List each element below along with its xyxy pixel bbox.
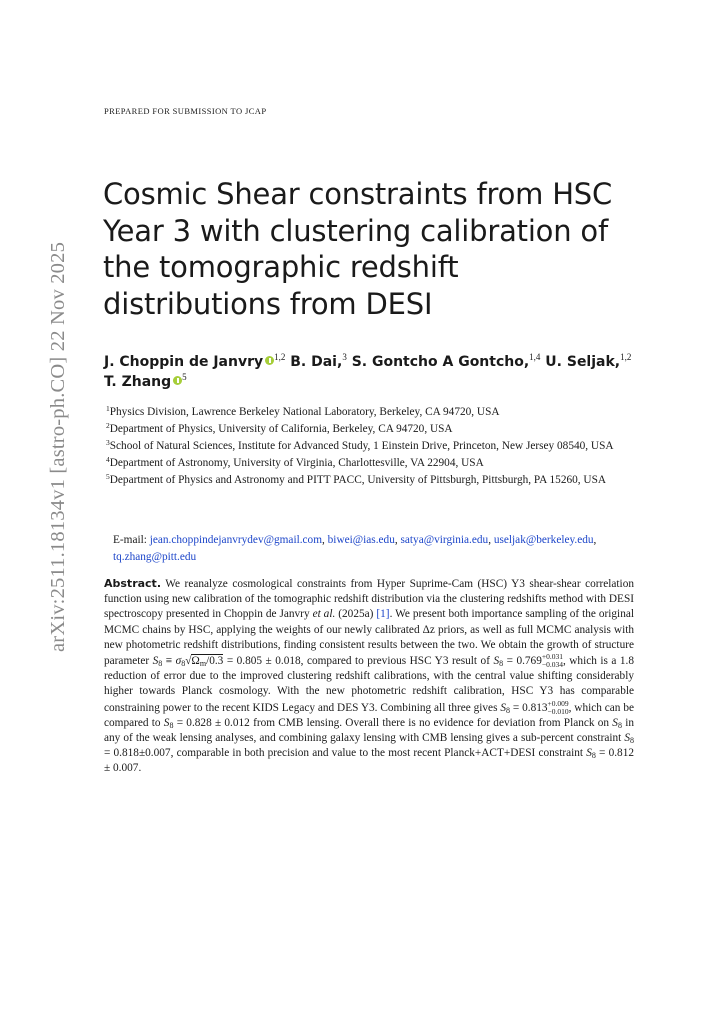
abstract-text: (2025a) xyxy=(335,608,377,621)
cmb-lensing-value: = 0.828 ± 0.012 xyxy=(176,716,250,729)
affiliation-number: 2 xyxy=(106,421,110,430)
combined-minus: −0.010 xyxy=(547,706,569,716)
combined-value: 0.813 xyxy=(522,701,548,714)
abstract-heading: Abstract. xyxy=(104,577,161,590)
affiliation-list xyxy=(106,404,636,489)
hsc-minus: −0.034 xyxy=(541,660,563,670)
affiliation-number: 5 xyxy=(106,472,110,481)
author-affiliation-marker: 3 xyxy=(342,352,347,362)
email-label: E-mail: xyxy=(113,534,147,546)
planck-act-desi-value: = 0.812 ± 0.007 xyxy=(104,747,634,775)
combined-plus: +0.009 xyxy=(547,698,569,708)
hsc-value: 0.769 xyxy=(516,655,542,668)
arxiv-identifier-stamp: arXiv:2511.18134v1 [astro-ph.CO] 22 Nov 2025 xyxy=(47,241,69,652)
author-name: J. Choppin de Janvry xyxy=(104,354,264,370)
title-line-3: the tomographic redshift xyxy=(103,250,459,284)
affiliation-number: 3 xyxy=(106,438,110,447)
affiliation-item xyxy=(106,404,636,421)
abstract-end: . xyxy=(138,762,142,775)
email-link[interactable]: biwei@ias.edu xyxy=(327,534,395,546)
author-affiliation-marker: 5 xyxy=(182,372,187,382)
orcid-icon[interactable] xyxy=(265,356,274,365)
abstract-text: , which is a 1.8 reduction of error due to the improved clustering redshift calibrations, with the central value shifting considerably higher towards Planck cosmology. With the new photometric redshift calibration, HSC Y3 has comparable constraining power to the recent KIDS Legacy and DES Y3. Combining all three gives xyxy=(104,655,634,714)
title-line-1: Cosmic Shear constraints from HSC xyxy=(103,177,613,211)
gal-cmb-value: = 0.818±0.007 xyxy=(104,747,171,760)
affiliation-item xyxy=(106,438,636,455)
affiliation-item xyxy=(106,455,636,472)
author-affiliation-marker: 1,2 xyxy=(274,352,286,362)
orcid-icon[interactable] xyxy=(173,376,182,385)
affiliation-number: 4 xyxy=(106,455,110,464)
affiliation-item xyxy=(106,421,636,438)
paper-title xyxy=(103,176,663,322)
affiliation-text: School of Natural Sciences, Institute for Advanced Study, 1 Einstein Drive, Princeton, New Jersey 08540, USA xyxy=(109,440,614,452)
author-name: T. Zhang xyxy=(104,374,172,390)
author-affiliation-marker: 1,2 xyxy=(620,352,632,362)
affiliation-text: Department of Astronomy, University of Virginia, Charlottesville, VA 22904, USA xyxy=(109,457,484,469)
email-link[interactable]: satya@virginia.edu xyxy=(400,534,489,546)
email-block: E-mail: jean.choppindejanvrydev@gmail.com, biwei@ias.edu, satya@virginia.edu, useljak@berkeley.edu, tq.zhang@pitt.edu xyxy=(113,534,597,563)
abstract-text: . We present both importance sampling of the original MCMC chains by HSC, applying the weights of our newly calibrated Δz priors, as well as full MCMC analysis with new photometric redshift distributions, finding consistent results between the two. We obtain the growth of structure parameter xyxy=(104,608,634,668)
citation-link[interactable]: [1] xyxy=(376,608,390,621)
title-line-2: Year 3 with clustering calibration of xyxy=(103,213,608,248)
abstract-text: in any of the weak lensing analyses, and combining galaxy lensing with CMB lensing gives a sub-percent constraint xyxy=(104,716,634,745)
affiliation-text: Physics Division, Lawrence Berkeley National Laboratory, Berkeley, CA 94720, USA xyxy=(109,406,500,418)
prepared-label: PREPARED FOR SUBMISSION TO JCAP xyxy=(104,106,267,116)
author-affiliation-marker: 1,4 xyxy=(529,352,541,362)
email-link[interactable]: tq.zhang@pitt.edu xyxy=(113,550,197,563)
author-name: U. Seljak, xyxy=(545,354,621,370)
abstract-text: from CMB lensing. Overall there is no evidence for deviation from Planck on xyxy=(249,716,613,729)
affiliation-item xyxy=(106,472,636,489)
title-line-4: distributions from DESI xyxy=(103,286,433,321)
abstract-text: , comparable in both precision and value to the most recent Planck+ACT+DESI constraint xyxy=(170,747,587,760)
abstract-paragraph: Abstract. We reanalyze cosmological constraints from Hyper Suprime-Cam (HSC) Y3 shear-shear correlation function using new calibration of the tomographic redshift distribution via the clustering redshifts method with DESI spectroscopy presented in Choppin de Janvry et al. (2025a) [1]. We present both importance sampling of the original MCMC chains by HSC, applying the weights of our newly calibrated Δz priors, as well as full MCMC analysis with new photometric redshift distributions, finding consistent results between the two. We obtain the growth of structure parameter $S_8 \equiv \sigma_8√\Omega_m/0.3 = 0.805 \pm 0.018$, compared to previous HSC Y3 result of $S_8 = 0.769+0.031$ −0.034, which is a 1.8 reduction of error due to the improved clustering redshift calibrations, with the central value shifting considerably higher towards Planck cosmology. With the new photometric redshift calibration, HSC Y3 has comparable constraining power to the recent KIDS Legacy and DES Y3. Combining all three gives $S_8 = 0.813+0.009$ −0.010, which can be compared to $S_8 = 0.828 \pm 0.012$ from CMB lensing. Overall there is no evidence for deviation from Planck on $S_8$ in any of the weak lensing analyses, and combining galaxy lensing with CMB lensing gives a sub-percent constraint $S_8 = 0.818\pm 0.007$, comparable in both precision and value to the most recent Planck+ACT+DESI constraint $S_8 = 0.812 \pm 0.007$. xyxy=(104,577,634,775)
affiliation-text: Department of Physics, University of California, Berkeley, CA 94720, USA xyxy=(109,423,453,435)
abstract-text: , compared to previous HSC Y3 result of xyxy=(300,655,494,668)
affiliation-number: 1 xyxy=(106,404,110,413)
affiliation-text: Department of Physics and Astronomy and PITT PACC, University of Pittsburgh, Pittsburgh, PA 15260, USA xyxy=(109,474,607,486)
abstract-text: We reanalyze cosmological constraints from Hyper Suprime-Cam (HSC) Y3 shear-shear correlation function using new calibration of the tomographic redshift distribution via the clustering redshifts method with DESI spectroscopy presented in Choppin de Janvry xyxy=(104,578,634,621)
author-name: B. Dai, xyxy=(290,354,343,370)
s8-result: = 0.805 ± 0.018 xyxy=(226,655,301,668)
email-link[interactable]: jean.choppindejanvrydev@gmail.com xyxy=(149,534,322,546)
prepared-for-submission xyxy=(104,106,266,117)
email-link[interactable]: useljak@berkeley.edu xyxy=(493,534,594,546)
abstract-text: , which can be compared to xyxy=(104,701,634,729)
author-name: S. Gontcho A Gontcho, xyxy=(351,354,530,370)
author-list xyxy=(104,352,644,392)
abstract-etal: et al. xyxy=(312,608,336,621)
hsc-plus: +0.031 xyxy=(541,652,563,662)
